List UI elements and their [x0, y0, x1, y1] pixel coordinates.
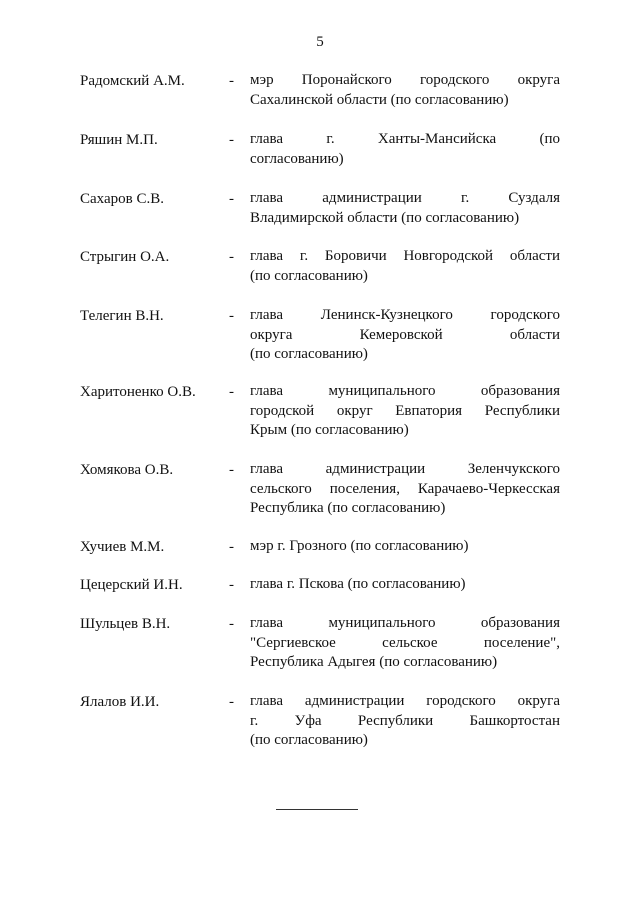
list-item	[0, 247, 640, 307]
description-line: Крым (по согласованию)	[250, 422, 409, 438]
description-line: глава г. Пскова (по согласованию)	[250, 576, 466, 592]
separator-dash: -	[229, 384, 234, 400]
list-item	[0, 189, 640, 249]
person-name: Хучиев М.М.	[80, 539, 165, 555]
description-line: Владимирской области (по согласованию)	[250, 209, 520, 226]
person-name: Хомякова О.В.	[80, 462, 174, 478]
end-rule	[276, 809, 358, 810]
position-description	[250, 382, 560, 441]
person-name: Харитоненко О.В.	[80, 384, 196, 400]
position-description	[250, 460, 560, 519]
position-description	[250, 189, 560, 228]
description-line: (по согласованию)	[250, 732, 368, 748]
description-line: глава администрации Зеленчукского	[250, 461, 560, 477]
list-item	[0, 306, 640, 366]
separator-dash: -	[229, 73, 234, 89]
description-line: городской округ Евпатория Республики	[250, 402, 560, 419]
description-line: глава администрации г. Суздаля	[250, 190, 560, 206]
description-line: глава муниципального образования	[250, 383, 560, 399]
position-description	[250, 71, 560, 110]
person-name: Стрыгин О.А.	[80, 249, 170, 265]
person-name: Шульцев В.Н.	[80, 616, 171, 632]
page-number: 5	[316, 34, 324, 50]
separator-dash: -	[229, 539, 234, 555]
description-line: глава администрации городского округа	[250, 693, 560, 709]
position-description	[250, 306, 560, 365]
person-name: Цецерский И.Н.	[80, 577, 183, 593]
description-line: (по согласованию)	[250, 267, 368, 284]
description-line: "Сергиевское сельское поселение",	[250, 634, 560, 651]
description-line: мэр г. Грозного (по согласованию)	[250, 538, 469, 554]
description-line: глава г. Ханты-Мансийска (по	[250, 131, 560, 147]
list-item	[0, 692, 640, 752]
separator-dash: -	[229, 191, 234, 207]
position-description	[250, 614, 560, 673]
position-description	[250, 130, 560, 169]
separator-dash: -	[229, 249, 234, 265]
list-item	[0, 460, 640, 520]
position-description	[250, 537, 560, 557]
description-line: (по согласованию)	[250, 346, 368, 362]
description-line: глава муниципального образования	[250, 615, 560, 631]
list-item	[0, 614, 640, 674]
position-description	[250, 692, 560, 751]
description-line: мэр Поронайского городского округа	[250, 72, 560, 88]
description-line: Республика Адыгея (по согласованию)	[250, 654, 498, 670]
list-item	[0, 130, 640, 190]
description-line: глава г. Боровичи Новгородской области	[250, 248, 560, 264]
description-line: Сахалинской области (по согласованию)	[250, 91, 509, 108]
position-description	[250, 575, 560, 595]
person-name: Телегин В.Н.	[80, 308, 164, 324]
position-description	[250, 247, 560, 286]
list-item	[0, 382, 640, 442]
separator-dash: -	[229, 462, 234, 478]
list-item	[0, 71, 640, 131]
person-name: Радомский А.М.	[80, 73, 185, 89]
person-name: Ряшин М.П.	[80, 132, 158, 148]
description-line: Республика (по согласованию)	[250, 500, 446, 516]
separator-dash: -	[229, 616, 234, 632]
description-line: округа Кемеровской области	[250, 326, 560, 343]
separator-dash: -	[229, 132, 234, 148]
separator-dash: -	[229, 577, 234, 593]
separator-dash: -	[229, 694, 234, 710]
separator-dash: -	[229, 308, 234, 324]
person-name: Сахаров С.В.	[80, 191, 164, 207]
description-line: г. Уфа Республики Башкортостан	[250, 712, 560, 729]
description-line: сельского поселения, Карачаево-Черкесская	[250, 480, 560, 497]
description-line: согласованию)	[250, 150, 344, 167]
person-name: Ялалов И.И.	[80, 694, 160, 710]
description-line: глава Ленинск-Кузнецкого городского	[250, 307, 560, 323]
